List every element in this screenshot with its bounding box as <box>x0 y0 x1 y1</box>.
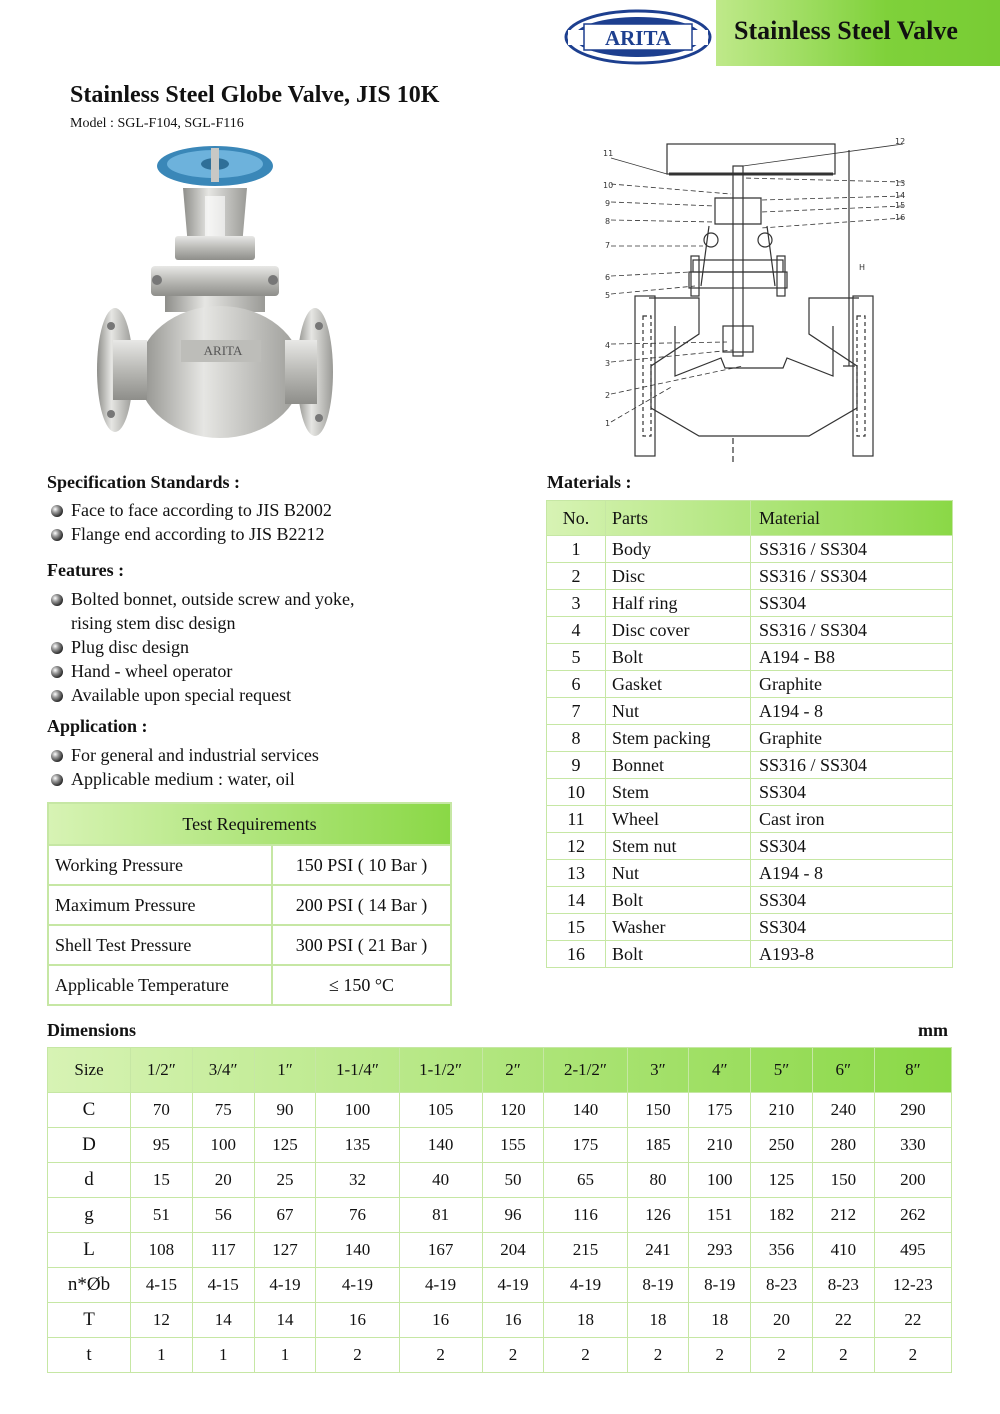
dimension-value: 18 <box>689 1303 751 1338</box>
size-header: 1/2″ <box>131 1048 193 1093</box>
technical-drawing <box>603 136 913 464</box>
part-name: Bolt <box>606 887 751 914</box>
dimension-value: 155 <box>482 1128 544 1163</box>
dimension-value: 241 <box>627 1233 689 1268</box>
application-list <box>47 743 319 791</box>
dimension-value: 4-19 <box>544 1268 627 1303</box>
dimension-value: 140 <box>316 1233 399 1268</box>
dimensions-unit: mm <box>918 1020 948 1040</box>
dimension-value: 2 <box>751 1338 813 1373</box>
part-no: 10 <box>547 779 606 806</box>
dimension-value: 50 <box>482 1163 544 1198</box>
dimension-value: 18 <box>627 1303 689 1338</box>
dimension-value: 80 <box>627 1163 689 1198</box>
table-row <box>547 671 953 698</box>
part-name: Half ring <box>606 590 751 617</box>
callout-12: 12 <box>895 137 906 146</box>
dimension-value: 410 <box>812 1233 874 1268</box>
size-header: 1″ <box>254 1048 316 1093</box>
table-row <box>547 833 953 860</box>
dimension-value: 2 <box>482 1338 544 1373</box>
dimension-value: 20 <box>751 1303 813 1338</box>
dimension-value: 81 <box>399 1198 482 1233</box>
table-row <box>547 617 953 644</box>
part-material: SS316 / SS304 <box>751 617 953 644</box>
part-material: Cast iron <box>751 806 953 833</box>
part-material: A193-8 <box>751 941 953 968</box>
dimension-value: 175 <box>544 1128 627 1163</box>
dimension-value: 1 <box>131 1338 193 1373</box>
dimension-value: 2 <box>689 1338 751 1373</box>
part-no: 13 <box>547 860 606 887</box>
valve-photo-label: ARITA <box>203 343 243 358</box>
dimension-value: 293 <box>689 1233 751 1268</box>
table-row <box>48 925 451 965</box>
materials-title: Materials : <box>547 472 632 492</box>
table-row <box>48 1198 952 1233</box>
list-item: Flange end according to JIS B2212 <box>47 522 332 546</box>
list-item: Face to face according to JIS B2002 <box>47 498 332 522</box>
test-label: Shell Test Pressure <box>48 925 272 965</box>
size-header: 3″ <box>627 1048 689 1093</box>
table-row <box>547 914 953 941</box>
part-name: Body <box>606 536 751 563</box>
test-requirements-table <box>47 802 452 1006</box>
dimension-value: 212 <box>812 1198 874 1233</box>
dimension-value: 182 <box>751 1198 813 1233</box>
test-label: Applicable Temperature <box>48 965 272 1005</box>
dimension-value: 125 <box>254 1128 316 1163</box>
logo-text: ARITA <box>604 26 672 50</box>
part-material: Graphite <box>751 725 953 752</box>
dimension-label: T <box>48 1303 131 1338</box>
dimension-value: 250 <box>751 1128 813 1163</box>
arita-logo <box>564 8 712 66</box>
header-banner <box>716 0 1000 66</box>
dimension-value: 215 <box>544 1233 627 1268</box>
part-no: 2 <box>547 563 606 590</box>
part-no: 16 <box>547 941 606 968</box>
part-no: 1 <box>547 536 606 563</box>
size-header: 1-1/4″ <box>316 1048 399 1093</box>
part-no: 4 <box>547 617 606 644</box>
part-name: Gasket <box>606 671 751 698</box>
size-header: 5″ <box>751 1048 813 1093</box>
dimension-value: 16 <box>399 1303 482 1338</box>
header-parts: Parts <box>606 501 751 536</box>
dimension-value: 262 <box>874 1198 951 1233</box>
dimension-value: 2 <box>544 1338 627 1373</box>
dimension-value: 150 <box>627 1093 689 1128</box>
dimension-value: 135 <box>316 1128 399 1163</box>
dimension-value: 495 <box>874 1233 951 1268</box>
dimension-value: 1 <box>254 1338 316 1373</box>
part-name: Bolt <box>606 941 751 968</box>
table-row <box>48 1093 952 1128</box>
dimension-value: 8-19 <box>627 1268 689 1303</box>
test-label: Maximum Pressure <box>48 885 272 925</box>
part-name: Bonnet <box>606 752 751 779</box>
dimension-value: 140 <box>544 1093 627 1128</box>
dimension-value: 204 <box>482 1233 544 1268</box>
dimension-value: 2 <box>812 1338 874 1373</box>
dimension-value: 8-23 <box>751 1268 813 1303</box>
dimension-value: 356 <box>751 1233 813 1268</box>
size-header: 3/4″ <box>192 1048 254 1093</box>
dimension-value: 2 <box>316 1338 399 1373</box>
callout-8: 8 <box>605 217 611 226</box>
list-item: Plug disc design <box>47 635 354 659</box>
dimension-label: C <box>48 1093 131 1128</box>
callout-13: 13 <box>895 179 906 188</box>
callout-3: 3 <box>605 359 611 368</box>
dimension-value: 4-19 <box>316 1268 399 1303</box>
dimensions-table <box>47 1047 952 1373</box>
table-row <box>547 887 953 914</box>
part-name: Bolt <box>606 644 751 671</box>
features-title: Features : <box>47 560 125 580</box>
dimension-label: d <box>48 1163 131 1198</box>
header-no: No. <box>547 501 606 536</box>
table-row <box>547 860 953 887</box>
callout-14: 14 <box>895 191 906 200</box>
callout-5: 5 <box>605 291 611 300</box>
part-material: A194 - 8 <box>751 860 953 887</box>
callout-10: 10 <box>603 181 614 190</box>
table-row <box>48 965 451 1005</box>
dimension-value: 40 <box>399 1163 482 1198</box>
table-row <box>547 536 953 563</box>
part-material: SS304 <box>751 590 953 617</box>
dimension-label: D <box>48 1128 131 1163</box>
table-row <box>48 1303 952 1338</box>
list-item: Available upon special request <box>47 683 354 707</box>
dimension-value: 200 <box>874 1163 951 1198</box>
callout-16: 16 <box>895 213 906 222</box>
dimension-value: 4-15 <box>192 1268 254 1303</box>
dimension-value: 12-23 <box>874 1268 951 1303</box>
part-no: 9 <box>547 752 606 779</box>
dimension-value: 22 <box>874 1303 951 1338</box>
dimension-value: 100 <box>316 1093 399 1128</box>
part-no: 6 <box>547 671 606 698</box>
callout-7: 7 <box>605 241 611 250</box>
part-material: Graphite <box>751 671 953 698</box>
size-label: Size <box>48 1048 131 1093</box>
dimension-value: 90 <box>254 1093 316 1128</box>
dimension-value: 76 <box>316 1198 399 1233</box>
banner-title: Stainless Steel Valve <box>734 16 958 45</box>
features-list <box>47 587 354 707</box>
dimension-value: 185 <box>627 1128 689 1163</box>
part-no: 3 <box>547 590 606 617</box>
dimension-value: 16 <box>316 1303 399 1338</box>
part-material: SS316 / SS304 <box>751 563 953 590</box>
dimension-value: 151 <box>689 1198 751 1233</box>
callout-2: 2 <box>605 391 611 400</box>
dimension-label: L <box>48 1233 131 1268</box>
model-line: Model : SGL-F104, SGL-F116 <box>70 116 244 131</box>
list-item: For general and industrial services <box>47 743 319 767</box>
table-row <box>48 1338 952 1373</box>
dimension-value: 126 <box>627 1198 689 1233</box>
dimension-value: 15 <box>131 1163 193 1198</box>
dimension-value: 125 <box>751 1163 813 1198</box>
size-header: 2-1/2″ <box>544 1048 627 1093</box>
test-value: 150 PSI ( 10 Bar ) <box>272 845 451 885</box>
test-table-title: Test Requirements <box>48 803 451 845</box>
dimension-value: 167 <box>399 1233 482 1268</box>
dimension-value: 105 <box>399 1093 482 1128</box>
part-no: 12 <box>547 833 606 860</box>
size-header: 6″ <box>812 1048 874 1093</box>
list-item: Hand - wheel operator <box>47 659 354 683</box>
part-material: SS316 / SS304 <box>751 752 953 779</box>
dimension-value: 140 <box>399 1128 482 1163</box>
dimension-value: 4-15 <box>131 1268 193 1303</box>
part-name: Stem packing <box>606 725 751 752</box>
dimension-value: 150 <box>812 1163 874 1198</box>
part-name: Disc <box>606 563 751 590</box>
table-row <box>547 806 953 833</box>
dimension-value: 210 <box>751 1093 813 1128</box>
table-row <box>48 1268 952 1303</box>
part-name: Stem <box>606 779 751 806</box>
part-material: SS304 <box>751 833 953 860</box>
spec-list <box>47 498 332 546</box>
callout-6: 6 <box>605 273 611 282</box>
dimension-value: 32 <box>316 1163 399 1198</box>
part-material: SS316 / SS304 <box>751 536 953 563</box>
table-row <box>547 698 953 725</box>
part-no: 7 <box>547 698 606 725</box>
dimension-value: 70 <box>131 1093 193 1128</box>
dimension-value: 56 <box>192 1198 254 1233</box>
dimension-value: 4-19 <box>399 1268 482 1303</box>
callout-1: 1 <box>605 419 611 428</box>
dimension-value: 25 <box>254 1163 316 1198</box>
dimension-value: 4-19 <box>254 1268 316 1303</box>
materials-header-row <box>547 501 953 536</box>
part-name: Disc cover <box>606 617 751 644</box>
dimension-value: 12 <box>131 1303 193 1338</box>
table-row <box>48 885 451 925</box>
dimension-value: 100 <box>689 1163 751 1198</box>
dimension-value: 2 <box>874 1338 951 1373</box>
application-title: Application : <box>47 716 148 736</box>
part-name: Wheel <box>606 806 751 833</box>
part-no: 11 <box>547 806 606 833</box>
dimension-h-label: H <box>859 263 866 272</box>
size-header: 4″ <box>689 1048 751 1093</box>
part-no: 8 <box>547 725 606 752</box>
table-row <box>48 1233 952 1268</box>
valve-photo <box>95 140 335 458</box>
table-row <box>547 752 953 779</box>
dimension-value: 16 <box>482 1303 544 1338</box>
dimension-value: 210 <box>689 1128 751 1163</box>
callout-4: 4 <box>605 341 611 350</box>
dimension-value: 51 <box>131 1198 193 1233</box>
dimension-value: 100 <box>192 1128 254 1163</box>
dimension-value: 96 <box>482 1198 544 1233</box>
test-label: Working Pressure <box>48 845 272 885</box>
dimension-value: 18 <box>544 1303 627 1338</box>
header-material: Material <box>751 501 953 536</box>
size-header: 1-1/2″ <box>399 1048 482 1093</box>
callout-15: 15 <box>895 201 906 210</box>
part-no: 5 <box>547 644 606 671</box>
dimension-value: 4-19 <box>482 1268 544 1303</box>
part-no: 15 <box>547 914 606 941</box>
dimension-value: 14 <box>192 1303 254 1338</box>
table-row <box>547 644 953 671</box>
dimension-value: 240 <box>812 1093 874 1128</box>
dimension-value: 117 <box>192 1233 254 1268</box>
table-row <box>547 941 953 968</box>
table-row <box>48 1163 952 1198</box>
dimension-label: t <box>48 1338 131 1373</box>
dimension-value: 116 <box>544 1198 627 1233</box>
dimension-value: 22 <box>812 1303 874 1338</box>
dimension-label: n*Øb <box>48 1268 131 1303</box>
dimension-value: 95 <box>131 1128 193 1163</box>
table-row <box>547 563 953 590</box>
table-row <box>48 845 451 885</box>
dimension-value: 108 <box>131 1233 193 1268</box>
product-title: Stainless Steel Globe Valve, JIS 10K <box>70 82 440 108</box>
dimension-value: 280 <box>812 1128 874 1163</box>
test-value: 200 PSI ( 14 Bar ) <box>272 885 451 925</box>
table-row <box>547 725 953 752</box>
part-name: Nut <box>606 860 751 887</box>
test-value: ≤ 150 °C <box>272 965 451 1005</box>
dimension-value: 67 <box>254 1198 316 1233</box>
dimension-value: 20 <box>192 1163 254 1198</box>
size-header: 8″ <box>874 1048 951 1093</box>
dimension-value: 14 <box>254 1303 316 1338</box>
dimension-value: 330 <box>874 1128 951 1163</box>
part-no: 14 <box>547 887 606 914</box>
size-header: 2″ <box>482 1048 544 1093</box>
dimension-value: 8-23 <box>812 1268 874 1303</box>
dimension-value: 290 <box>874 1093 951 1128</box>
dimension-value: 175 <box>689 1093 751 1128</box>
dimension-value: 1 <box>192 1338 254 1373</box>
test-value: 300 PSI ( 21 Bar ) <box>272 925 451 965</box>
list-item: rising stem disc design <box>71 613 236 633</box>
callout-11: 11 <box>603 149 614 158</box>
spec-title: Specification Standards : <box>47 472 241 492</box>
part-name: Nut <box>606 698 751 725</box>
list-item: Applicable medium : water, oil <box>47 767 319 791</box>
dimensions-title: Dimensions <box>47 1020 137 1040</box>
table-row <box>48 1128 952 1163</box>
dimension-value: 120 <box>482 1093 544 1128</box>
part-name: Washer <box>606 914 751 941</box>
materials-table <box>546 500 953 968</box>
dimension-value: 2 <box>399 1338 482 1373</box>
table-row <box>547 590 953 617</box>
part-material: SS304 <box>751 779 953 806</box>
dimensions-header-row <box>48 1048 952 1093</box>
dimension-value: 8-19 <box>689 1268 751 1303</box>
part-material: SS304 <box>751 914 953 941</box>
part-material: A194 - B8 <box>751 644 953 671</box>
table-row <box>547 779 953 806</box>
dimension-label: g <box>48 1198 131 1233</box>
part-material: SS304 <box>751 887 953 914</box>
part-name: Stem nut <box>606 833 751 860</box>
list-item: Bolted bonnet, outside screw and yoke, <box>47 587 354 611</box>
callout-9: 9 <box>605 199 611 208</box>
dimension-value: 2 <box>627 1338 689 1373</box>
part-material: A194 - 8 <box>751 698 953 725</box>
dimension-value: 75 <box>192 1093 254 1128</box>
dimension-value: 127 <box>254 1233 316 1268</box>
dimension-value: 65 <box>544 1163 627 1198</box>
